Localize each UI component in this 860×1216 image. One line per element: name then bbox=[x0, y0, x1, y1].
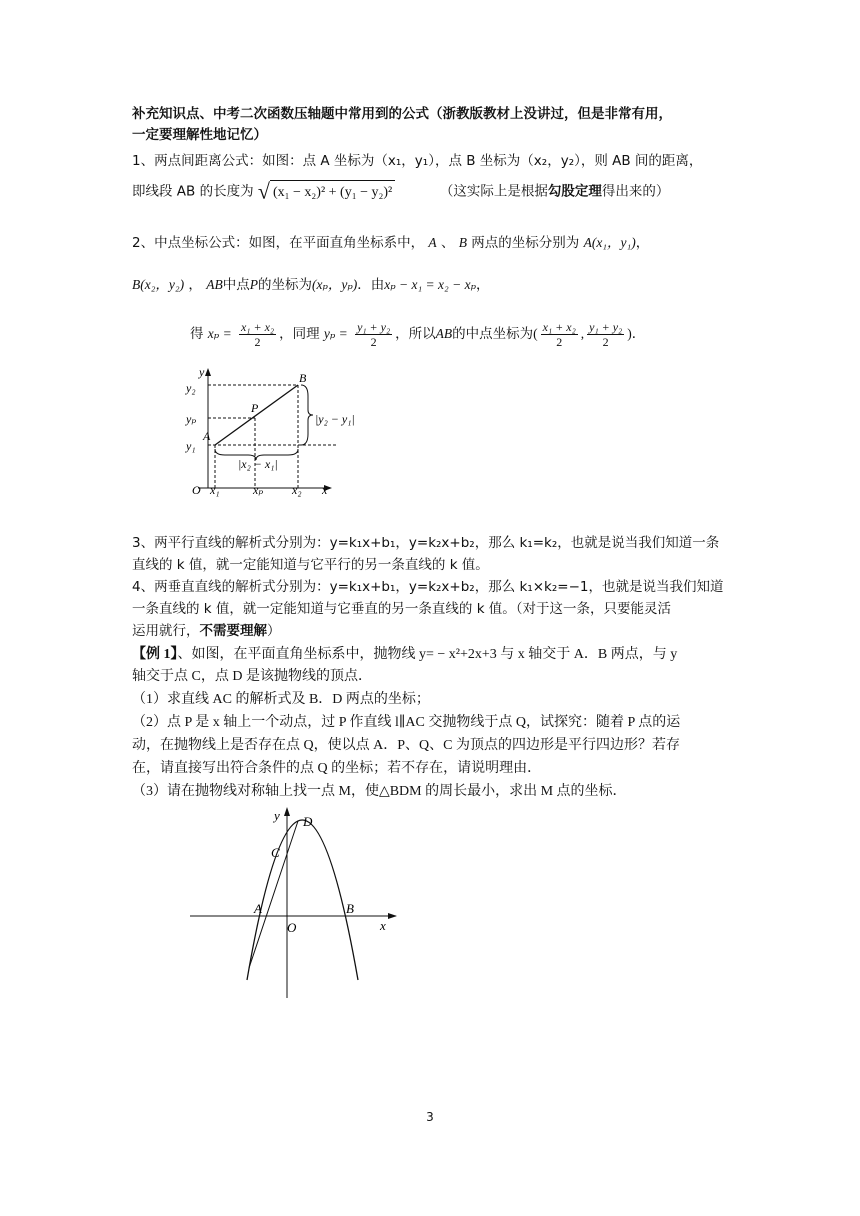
item2-you: ．由 bbox=[357, 277, 385, 293]
fig1-yp-label: yₚ bbox=[186, 412, 197, 426]
question-2-line-1: （2）点 P 是 x 轴上一个动点，过 P 作直线 l∥AC 交抛物线于点 Q，试探究：随着 P 点的运 bbox=[132, 715, 681, 730]
fig1-B-label: B bbox=[299, 371, 307, 385]
item2-A-coord: A(x₁，y₁) bbox=[583, 235, 636, 250]
fig1-dy-label: |y₂ − y₁| bbox=[315, 412, 355, 426]
item2-open-paren: ( bbox=[533, 326, 538, 341]
question-3: （3）请在抛物线对称轴上找一点 M，使△BDM 的周长最小，求出 M 点的坐标． bbox=[132, 784, 627, 799]
fraction-y2-num: y₁ + y₂ bbox=[589, 319, 623, 334]
heading-line-1: 补充知识点、中考二次函数压轴题中常用到的公式（浙教版教材上没讲过，但是非常有用， bbox=[132, 106, 672, 122]
question-2-line-3: 在，请直接写出符合条件的点 Q 的坐标；若不存在，请说明理由． bbox=[132, 761, 542, 776]
fig2-C-label: C bbox=[271, 845, 280, 860]
item2-close-paren: )． bbox=[627, 326, 646, 341]
item2-line-3 bbox=[190, 318, 645, 350]
item1-note-bold: 勾股定理 bbox=[547, 183, 602, 200]
fig1-P-label: P bbox=[251, 401, 259, 415]
heading-line-2: 一定要理解性地记忆） bbox=[132, 127, 267, 143]
distance-formula-inner: (x₁ − x₂)² + (y₁ − y₂)² bbox=[270, 180, 395, 203]
fig1-xp-label: xₚ bbox=[253, 483, 264, 497]
fig2-x-label: x bbox=[380, 918, 386, 933]
item2-line-1 bbox=[132, 233, 649, 253]
fraction-x-den: 2 bbox=[254, 334, 261, 349]
fig2-D-label: D bbox=[303, 814, 313, 829]
item2-midcoord-word: 的中点坐标为 bbox=[452, 326, 534, 342]
fig2-B-label: B bbox=[346, 901, 354, 916]
item2-tongli: ，同理 bbox=[279, 326, 320, 342]
item2-line2-comma: ， bbox=[188, 277, 202, 293]
item2-suoyi: ，所以 bbox=[395, 326, 436, 342]
item1-line-1: 1、两点间距离公式：如图：点 A 坐标为（x₁，y₁），点 B 坐标为（x₂，y₂），则 AB 间的距离， bbox=[132, 153, 703, 169]
item2-xp: xₚ = bbox=[207, 326, 232, 341]
fraction-x2-num: x₁ + x₂ bbox=[542, 319, 576, 334]
fraction-x-2 bbox=[541, 320, 578, 349]
item2-equation: xₚ − x₁ = x₂ − xₚ bbox=[384, 277, 476, 292]
fig1-x-label: x bbox=[322, 483, 328, 497]
fig1-x1-label: x₁ bbox=[210, 483, 220, 497]
item1-note-pre: （这实际上是根据 bbox=[439, 183, 548, 200]
item2-line1-end: ， bbox=[635, 235, 650, 251]
fraction-x-num: x₁ + x₂ bbox=[240, 319, 275, 334]
question-2-line-2: 动，在抛物线上是否存在点 Q，使以点 A．P、Q、C 为顶点的四边形是平行四边形？若存 bbox=[132, 738, 680, 753]
fig1-A-label: A bbox=[203, 429, 211, 443]
example-label: 【例 1】 bbox=[132, 647, 178, 662]
item4-line3-pre: 运用就行， bbox=[132, 623, 200, 639]
fig1-y1-label: y₁ bbox=[186, 439, 196, 453]
fig1-x2-label: x₂ bbox=[292, 483, 302, 497]
fraction-x bbox=[239, 320, 276, 349]
item2-sep: 、 bbox=[440, 235, 455, 251]
item4-line3-bold: 不需要理解 bbox=[199, 623, 267, 639]
question-1: （1）求直线 AC 的解析式及 B．D 两点的坐标； bbox=[132, 692, 430, 707]
item2-B: B bbox=[458, 235, 467, 250]
fraction-y bbox=[355, 320, 392, 349]
fig1-dx-label: |x₂ − x₁| bbox=[238, 457, 278, 471]
midpoint-figure bbox=[180, 366, 360, 500]
example-line-2: 轴交于点 C，点 D 是该抛物线的顶点． bbox=[132, 669, 372, 684]
item2-coord-word: 的坐标为 bbox=[257, 277, 312, 293]
fig1-O-label: O bbox=[192, 483, 201, 497]
item2-de: 得 bbox=[190, 326, 204, 342]
fig2-y-label: y bbox=[274, 808, 280, 823]
item2-line2-end: ， bbox=[475, 277, 490, 293]
fig2-A-label: A bbox=[254, 901, 262, 916]
item2-P: P bbox=[249, 277, 258, 292]
item2-mid: 两点的坐标分别为 bbox=[471, 235, 580, 251]
item1-note-post: 得出来的） bbox=[601, 183, 670, 200]
fig1-y-label: y bbox=[199, 366, 205, 379]
fraction-y-2 bbox=[587, 320, 624, 349]
item2-A: A bbox=[428, 235, 437, 250]
item1-line-2 bbox=[132, 180, 669, 203]
item2-B-coord: B(x₂，y₂) bbox=[132, 277, 185, 292]
item2-AB-2: AB bbox=[435, 326, 453, 341]
parabola-figure bbox=[188, 804, 398, 1000]
item2-midpoint-word: 中点 bbox=[222, 277, 250, 293]
item4-line3-post: ） bbox=[267, 623, 281, 639]
item4-line-1: 4、两垂直直线的解析式分别为：y=k₁x+b₁，y=k₂x+b₂，那么 k₁×k₂=−1，也就是说当我们知道 bbox=[132, 579, 724, 595]
fraction-y-den: 2 bbox=[370, 334, 377, 349]
item2-AB: AB bbox=[206, 277, 223, 292]
fraction-y-num: y₁ + y₂ bbox=[357, 319, 391, 334]
distance-formula: √ (x₁ − x₂)² + (y₁ − y₂)² bbox=[258, 180, 395, 203]
item2-P-coord: (xₚ，yₚ) bbox=[311, 277, 358, 292]
item2-yp: yₚ = bbox=[323, 326, 348, 341]
item2-line1-pre: 2、中点坐标公式：如图，在平面直角坐标系中， bbox=[132, 235, 425, 251]
item3-line-2: 直线的 k 值，就一定能知道与它平行的另一条直线的 k 值。 bbox=[132, 557, 489, 573]
fraction-x2-den: 2 bbox=[556, 334, 563, 349]
item3-line-1: 3、两平行直线的解析式分别为：y=k₁x+b₁，y=k₂x+b₂，那么 k₁=k₂，也就是说当我们知道一条 bbox=[132, 535, 720, 551]
item1-prefix: 即线段 AB 的长度为 bbox=[132, 183, 254, 200]
fig2-O-label: O bbox=[287, 920, 297, 935]
item4-line-2: 一条直线的 k 值，就一定能知道与它垂直的另一条直线的 k 值。（对于这一条，只要能灵活 bbox=[132, 601, 672, 617]
example-line1-text: 、如图，在平面直角坐标系中，抛物线 y= − x²+2x+3 与 x 轴交于 A．B 两点，与 y bbox=[177, 647, 678, 662]
item2-line-2 bbox=[132, 275, 489, 295]
item4-line-3 bbox=[132, 621, 281, 641]
fraction-y2-den: 2 bbox=[602, 334, 609, 349]
item2-comma: , bbox=[580, 326, 585, 341]
page-number: 3 bbox=[426, 1110, 434, 1124]
example-line-1 bbox=[132, 645, 677, 665]
fig1-y2-label: y₂ bbox=[186, 381, 196, 395]
